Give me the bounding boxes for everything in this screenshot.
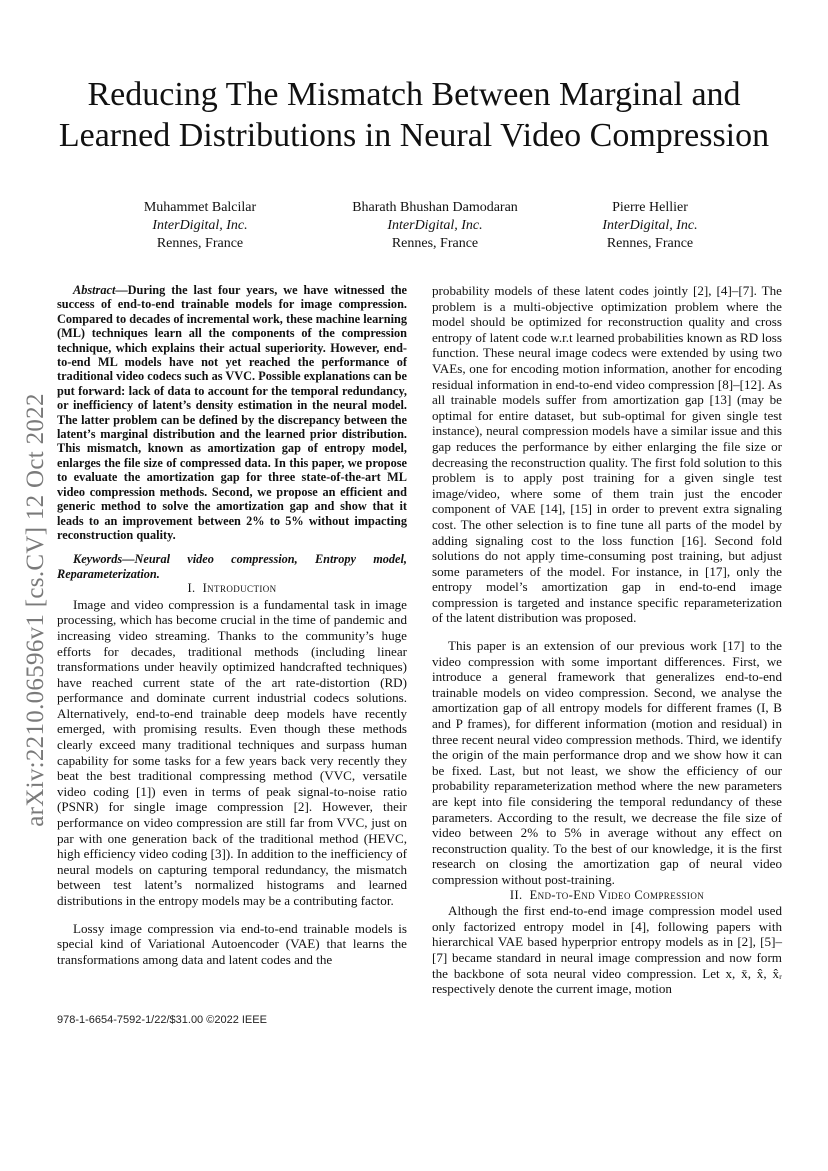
title-line-1: Reducing The Mismatch Between Marginal and	[87, 76, 741, 113]
right-column	[432, 283, 782, 997]
author-location: Rennes, France	[606, 236, 694, 251]
copyright-footer: 978-1-6654-7592-1/22/$31.00 ©2022 IEEE	[57, 1014, 267, 1026]
author-block-3	[580, 199, 720, 253]
arxiv-stamp: arXiv:2210.06596v1 [cs.CV] 12 Oct 2022	[22, 393, 49, 827]
author-name: Pierre Hellier	[612, 200, 688, 215]
author-affiliation: InterDigital, Inc.	[152, 218, 248, 233]
author-location: Rennes, France	[156, 236, 244, 251]
abstract	[57, 283, 407, 542]
author-block-1	[120, 199, 280, 253]
abstract-text: —During the last four years, we have witnessed the success of end-to-end trainable models for image compression. Compared to decades of incremental work, these machine learning (ML) techniques learn all the components of the compression technique, which explains their actual superiority. However, end-to-end ML models have not yet reached the performance of traditional video codecs such as VVC. Possible explanations can be put forward: lack of data to account for the temporal redundancy, or inefficiency of latent’s density estimation in the neural model. The latter problem can be defined by the discrepancy between the latent’s marginal distribution and the learned prior distribution. This mismatch, known as amortization gap of entropy model, enlarges the file size of compressed data. In this paper, we propose to evaluate the amortization gap for three state-of-the-art ML video compression methods. Second, we propose an efficient and generic method to solve the amortization gap and show that it leads to an improvement between 2% to 5% without impacting reconstruction quality.	[57, 283, 407, 542]
section-heading-e2e: II. End-to-End Video Compression	[509, 887, 705, 902]
left-column	[57, 283, 407, 967]
author-affiliation: InterDigital, Inc.	[602, 218, 698, 233]
intro-paragraph-2: Lossy image compression via end-to-end trainable models is special kind of Variational Autoencoder (VAE) that learns the transformations among data and latent codes and the	[57, 920, 407, 967]
abstract-lead: Abstract	[73, 283, 116, 297]
author-name: Muhammet Balcilar	[143, 200, 257, 215]
body-paragraph-2: This paper is an extension of our previous work [17] to the video compression with some important differences. First, we introduce a general framework that generalizes end-to-end trainable models on video compression. Second, we analyse the amortization gap of all entropy models for different frames (I, B and P frames), for different information (motion and residual) in three recent neural video compression methods. Third, we identify the origin of the main performance drop and we show how it can be fixed. Last, but not least, we show the efficiency of our probability reparameterization method where the new parameters are kept into file considering the temporal redundancy of these parameters. According to the result, we decrease the file size of video between 2% to 5% in average without any effect on reconstruction quality. To the best of our knowledge, it is the first research on closing the amortization gap of neural video compression without post-training.	[432, 638, 782, 887]
author-name: Bharath Bhushan Damodaran	[352, 200, 518, 215]
author-location: Rennes, France	[391, 236, 479, 251]
section-heading-introduction: I. Introduction	[187, 581, 277, 596]
title-line-2: Learned Distributions in Neural Video Compression	[58, 117, 770, 154]
author-affiliation: InterDigital, Inc.	[387, 218, 483, 233]
intro-paragraph-1: Image and video compression is a fundamental task in image processing, which has become crucial in the time of pandemic and increasing video streaming. Thanks to the community’s huge efforts for decades, traditional methods (including linear transformations under heavily optimized handcrafted techniques) have reached current state of the art rate-distortion (RD) performance and dominate current industrial codecs solutions. Alternatively, end-to-end trainable deep models have recently emerged, with promising results. Even though these methods clearly exceed many traditional techniques and surpass human capability for some tasks for a few years back very recently they beat the best traditional compressing method (VVC, versatile video coding [1]) even in terms of peak signal-to-noise ratio (PSNR) for single image compression [2]. However, their performance on video compression are still far from VVC, just on par with one generation back of the traditional method (HEVC, high efficiency video coding [3]). In addition to the inefficiency of neural models on capturing temporal redundancy, the mismatch between test latent’s normalized histograms and learned distributions in the entropy models may be a contributing factor.	[57, 596, 407, 908]
keywords: Keywords—Neural video compression, Entropy model, Reparameterization.	[57, 552, 407, 581]
body-paragraph-3: Although the first end-to-end image compression model used only factorized entropy model in [4], following papers with hierarchical VAE based hyperprior entropy models as in [2], [5]–[7] became standard in neural image compression and now form the backbone of sota neural video compression. Let x, x̄, x̂, x̂ᵣ respectively denote the current image, motion	[432, 903, 782, 997]
body-paragraph-1: probability models of these latent codes jointly [2], [4]–[7]. The problem is a multi-objective optimization problem where the model should be optimized for reconstruction quality and cross entropy of latent code w.r.t learned probabilities known as RD loss function. These neural image codecs were extended by using two VAEs, one for encoding motion information, another for encoding residual information in end-to-end video compression [8]–[12]. As all trainable models suffer from amortization gap [13] (may be optimal for entire dataset, but sub-optimal for given single test instance), neural compression models have a similar issue and this gap reduces the performance by either enlarging the file size or decreasing the reconstruction quality. The first fold solution to this problem is to apply post training for a given single test image/video, where some of them train just the encoder component of VAE [14], [15] in order to prevent extra signaling cost. The other selection is to fine tune all parts of the model by adding signaling cost to the loss function [16]. Second fold solutions do not apply time-consuming post training, but adjust some parameters of the model. For instance, in [17], only the entropy model’s amortization gap in end-to-end image compression is targeted and instance specific reparameterization of the latent distribution was proposed.	[432, 283, 782, 626]
author-block-2	[320, 199, 550, 253]
paper-title	[40, 74, 788, 156]
